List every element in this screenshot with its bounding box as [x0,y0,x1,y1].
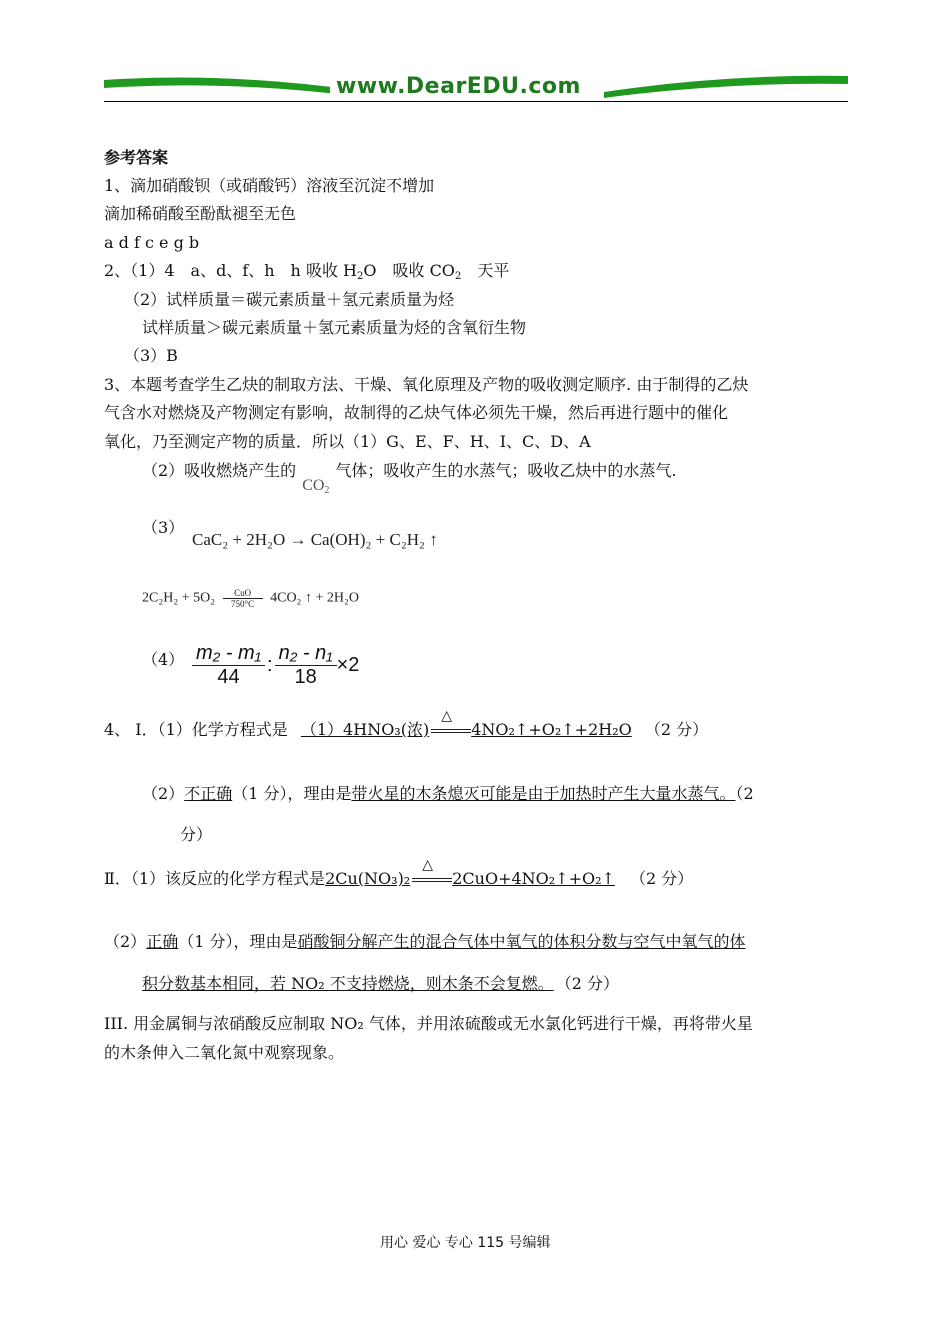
q2-line2: （2）试样质量＝碳元素质量＋氢元素质量为烃 [124,290,455,309]
q2-line1-a: 2、（1）4 a、d、f、h h 吸收 H [104,261,357,280]
q3-line2: 气含水对燃烧及产物测定有影响，故制得的乙炔气体必须先干燥，然后再进行题中的催化 [104,403,729,422]
equation-c2h2-combustion: 2C₂H₂ + 5O₂ CuO 750°C 4CO₂ ↑ + 2H₂O [142,588,359,609]
q4-i-line3: 分） [180,825,213,844]
q2-line3: 试样质量＞碳元素质量＋氢元素质量为烃的含氧衍生物 [142,318,527,337]
ratio-formula: $\frac{\text{m₂ - m₁}}{44}$ : $\frac{\text{n₂ - n₁}}{18}$ ×2 [192,642,359,689]
q3-co2: $CO_2$ [302,477,330,496]
q2-line1: 2、（1）4 a、d、f、h h 吸收 $H_2O$ 吸收 $CO_2$ 天平 [104,261,510,282]
q4-ii-line1: Ⅱ．（1）该反应的化学方程式是2Cu(NO₃)₂ △ 2CuO+4NO₂↑+O₂↑ （2 分） [104,857,694,888]
q4-i-line1: 4、 Ⅰ．（1）化学方程式是 （1）4HNO₃(浓) △ 4NO₂↑+O₂↑+2H₂O （2 分） [104,708,709,739]
q4-ii-line2: （2）正确（1 分），理由是硝酸铜分解产生的混合气体中氧气的体积分数与空气中氧气的体 [104,932,746,951]
q2-line1-b: O 吸收 CO [363,261,455,280]
q3-part3-label: （3） [142,518,185,537]
q4-ii-line3: 积分数基本相同，若 NO₂ 不支持燃烧，则木条不会复燃。 （2 分） [142,974,619,993]
q3-part4-label: （4） [142,650,185,669]
q1-line2: 滴加稀硝酸至酚酞褪至无色 [104,204,297,223]
header-rule [104,101,848,102]
q3-line3: 氧化，乃至测定产物的质量．所以（1）G、E、F、H、I、C、D、A [104,432,591,451]
q3-line4-a: （2）吸收燃烧产生的 [142,461,297,480]
q2-line4: （3）B [124,346,178,365]
page-title: 参考答案 [104,148,169,167]
q2-line1-c: 天平 [461,261,510,280]
q3-line4 [142,461,677,496]
equation-cac2: CaC₂ + 2H₂O → Ca(OH)₂ + C₂H₂ ↑ [192,530,438,549]
q3-line1: 3、本题考查学生乙炔的制取方法、干燥、氧化原理及产物的吸收测定顺序. 由于制得的乙炔 [104,375,749,394]
q1-line1: 1、滴加硝酸钡（或硝酸钙）溶液至沉淀不增加 [104,176,435,195]
page-footer: 用心 爱心 专心 115 号编辑 [380,1235,551,1251]
q4-i-line2: （2）不正确（1 分），理由是带火星的木条熄灭可能是由于加热时产生大量水蒸气。（2 [142,784,754,803]
site-logo[interactable]: www.DearEDU.com [330,74,587,99]
q4-iii-line1: III. 用金属铜与浓硝酸反应制取 NO₂ 气体，并用浓硫酸或无水氯化钙进行干燥，再将带火星 [104,1014,753,1033]
q1-line3: a d f c e g b [104,233,200,252]
q3-line4-b: 气体；吸收产生的水蒸气；吸收乙炔中的水蒸气. [335,461,677,480]
q4-iii-line2: 的木条伸入二氧化氮中观察现象。 [104,1043,345,1062]
